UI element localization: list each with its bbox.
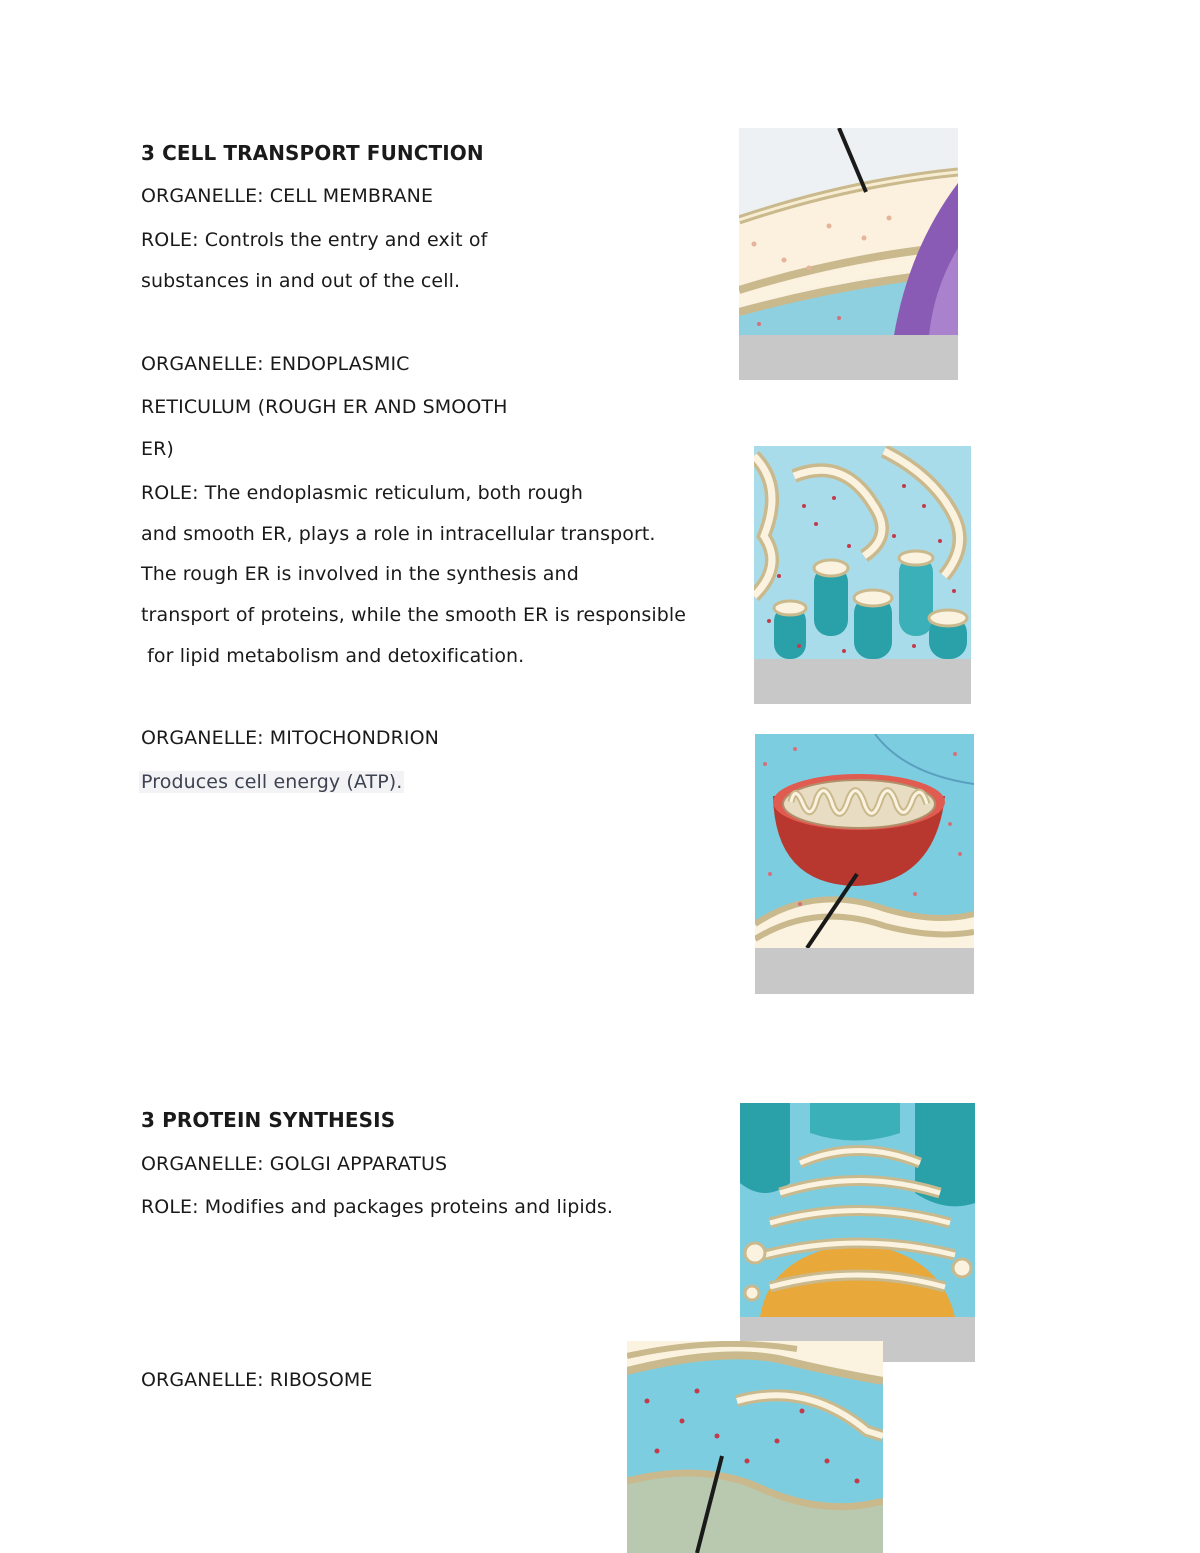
role-text-er-5: for lipid metabolism and detoxification. — [141, 645, 525, 667]
role-text-er-2: and smooth ER, plays a role in intracellular transport. — [141, 523, 656, 545]
caption-bar — [755, 948, 974, 994]
organelle-label-ribosome: ORGANELLE: RIBOSOME — [141, 1369, 373, 1391]
role-line-mitochondrion — [141, 770, 404, 794]
organelle-label-er-3: ER) — [141, 438, 174, 460]
section-heading-transport: 3 CELL TRANSPORT FUNCTION — [141, 141, 484, 165]
role-text-membrane-1: ROLE: Controls the entry and exit of — [141, 229, 488, 251]
mitochondrion-image — [755, 734, 974, 994]
ribosome-image — [627, 1341, 883, 1553]
role-text-golgi: ROLE: Modifies and packages proteins and lipids. — [141, 1196, 614, 1218]
cell-membrane-image — [739, 128, 958, 380]
role-text-er-4: transport of proteins, while the smooth ER is responsible — [141, 604, 687, 626]
endoplasmic-reticulum-image — [754, 446, 971, 704]
section-heading-synthesis: 3 PROTEIN SYNTHESIS — [141, 1108, 396, 1132]
organelle-label-membrane: ORGANELLE: CELL MEMBRANE — [141, 185, 434, 207]
organelle-label-er-1: ORGANELLE: ENDOPLASMIC — [141, 353, 410, 375]
caption-bar — [754, 659, 971, 704]
organelle-label-mitochondrion: ORGANELLE: MITOCHONDRION — [141, 727, 439, 749]
golgi-apparatus-image — [740, 1103, 975, 1362]
organelle-label-er-2: RETICULUM (ROUGH ER AND SMOOTH — [141, 396, 508, 418]
caption-bar — [739, 335, 958, 380]
role-text-membrane-2: substances in and out of the cell. — [141, 270, 461, 292]
role-text-mitochondrion: Produces cell energy (ATP). — [141, 771, 403, 793]
role-text-er-1: ROLE: The endoplasmic reticulum, both rough — [141, 482, 584, 504]
role-text-er-3: The rough ER is involved in the synthesis and — [141, 563, 579, 585]
organelle-label-golgi: ORGANELLE: GOLGI APPARATUS — [141, 1153, 448, 1175]
